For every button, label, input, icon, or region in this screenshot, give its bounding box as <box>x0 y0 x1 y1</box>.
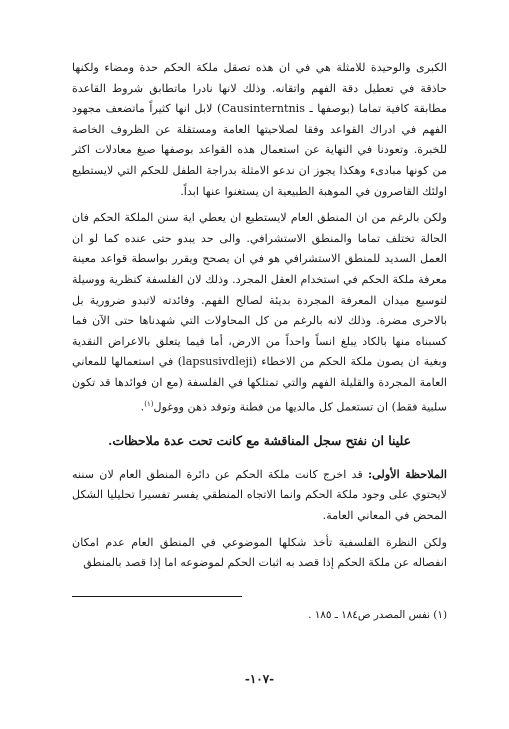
paragraph-2 <box>72 208 447 418</box>
page-body <box>72 58 447 698</box>
footnote-separator <box>72 596 242 597</box>
paragraph-3 <box>72 464 447 527</box>
footnote-reference: (١) <box>144 399 154 408</box>
paragraph-3-text: قد اخرج كانت ملكة الحكم عن دائرة المنطق العام لان سننه لايحتوي على وجود ملكة الحكم وانما الاتجاه المنطقي يفسر تفسيرا تحليليا الشكل المحض في المعاني العامة. <box>72 467 447 523</box>
page-number: -١٠٧- <box>244 672 275 686</box>
footnote: (١) نفس المصدر ص١٨٤ ـ ١٨٥ . <box>308 609 447 621</box>
paragraph-1: الكبرى والوحيدة للامثلة هي في ان هذه تصقل ملكة الحكم حدة ومضاء ولكنها حاذقة في تعطيل دقة الفهم واتقانه. وذلك لانها نادرا ماتطابق شروط القاعدة مطابقة كافية تماما (بوصفها ـ Causinterntnis) لابل انها كثيراً ماتضعف مجهود الفهم في ادراك القواعد وفقا لصلاحيتها العامة ومستقلة عن الظروف الخاصة للخبرة. وتعودنا في النهاية عن استعمال هذه القواعد بوصفها صيغ معادلات اكثر من كونها مبادىء وهكذا يجوز ان ندعو الامثلة بدراجة الطفل للحكم التي لايستطيع اولئك القاصرون في الموهبة الطبيعية ان يستغنوا عنها ابداً. <box>72 61 447 198</box>
section-heading: علينا ان نفتح سجل المناقشة مع كانت تحت عدة ملاحظات. <box>108 432 411 448</box>
paragraph-2-end: . <box>140 400 145 414</box>
paragraph-4: ولكن النظرة الفلسفية تأخذ شكلها الموضوعي في المنطق العام عدم امكان انفصاله عن ملكة الحكم إذا قصد به اثبات الحكم لموضوعه اما إذا قصد بالمنطق <box>72 535 447 570</box>
first-remark-label: الملاحظة الأولى: <box>367 466 447 481</box>
paragraph-2-text: ولكن بالرغم من ان المنطق العام لايستطيع ان يعطي اية سنن الملكة الحكم فان الحالة تختلف تماما والمنطق الاستشرافي. والى حد يبدو حتى عنده كما لو ان العمل السديد للمنطق الاستشرافي هو في ان يصحح ويقرر بواسطة قواعد معينة معرفة ملكة الحكم في استخدام العقل المجرد. وذلك لان الفلسفة كنظرية ووسيلة لتوسيع ميدان المعرفة المجردة بديئة لصالح الفهم. وفائدته لاتبدو ضرورية بل بالاحرى مضرة. وذلك لانه بالرغم من كل المحاولات التي شهدناها حتى الآن فما كسبناه منها بالكاد يبلغ انساً واحداً من الارض، أما فيما يتعلق بالاعراض النقدية وبغية ان يصون ملكة الحكم من الاخطاء (lapsusivdleji) في استعمالها للمعاني العامة المجردة والقليلة الفهم والتي تمتلكها في الفلسفة (مع ان فوائدها قد تكون سلبية فقط) ان تستعمل كل مالديها من فطنة وتوقد ذهن ووغول <box>72 211 447 414</box>
